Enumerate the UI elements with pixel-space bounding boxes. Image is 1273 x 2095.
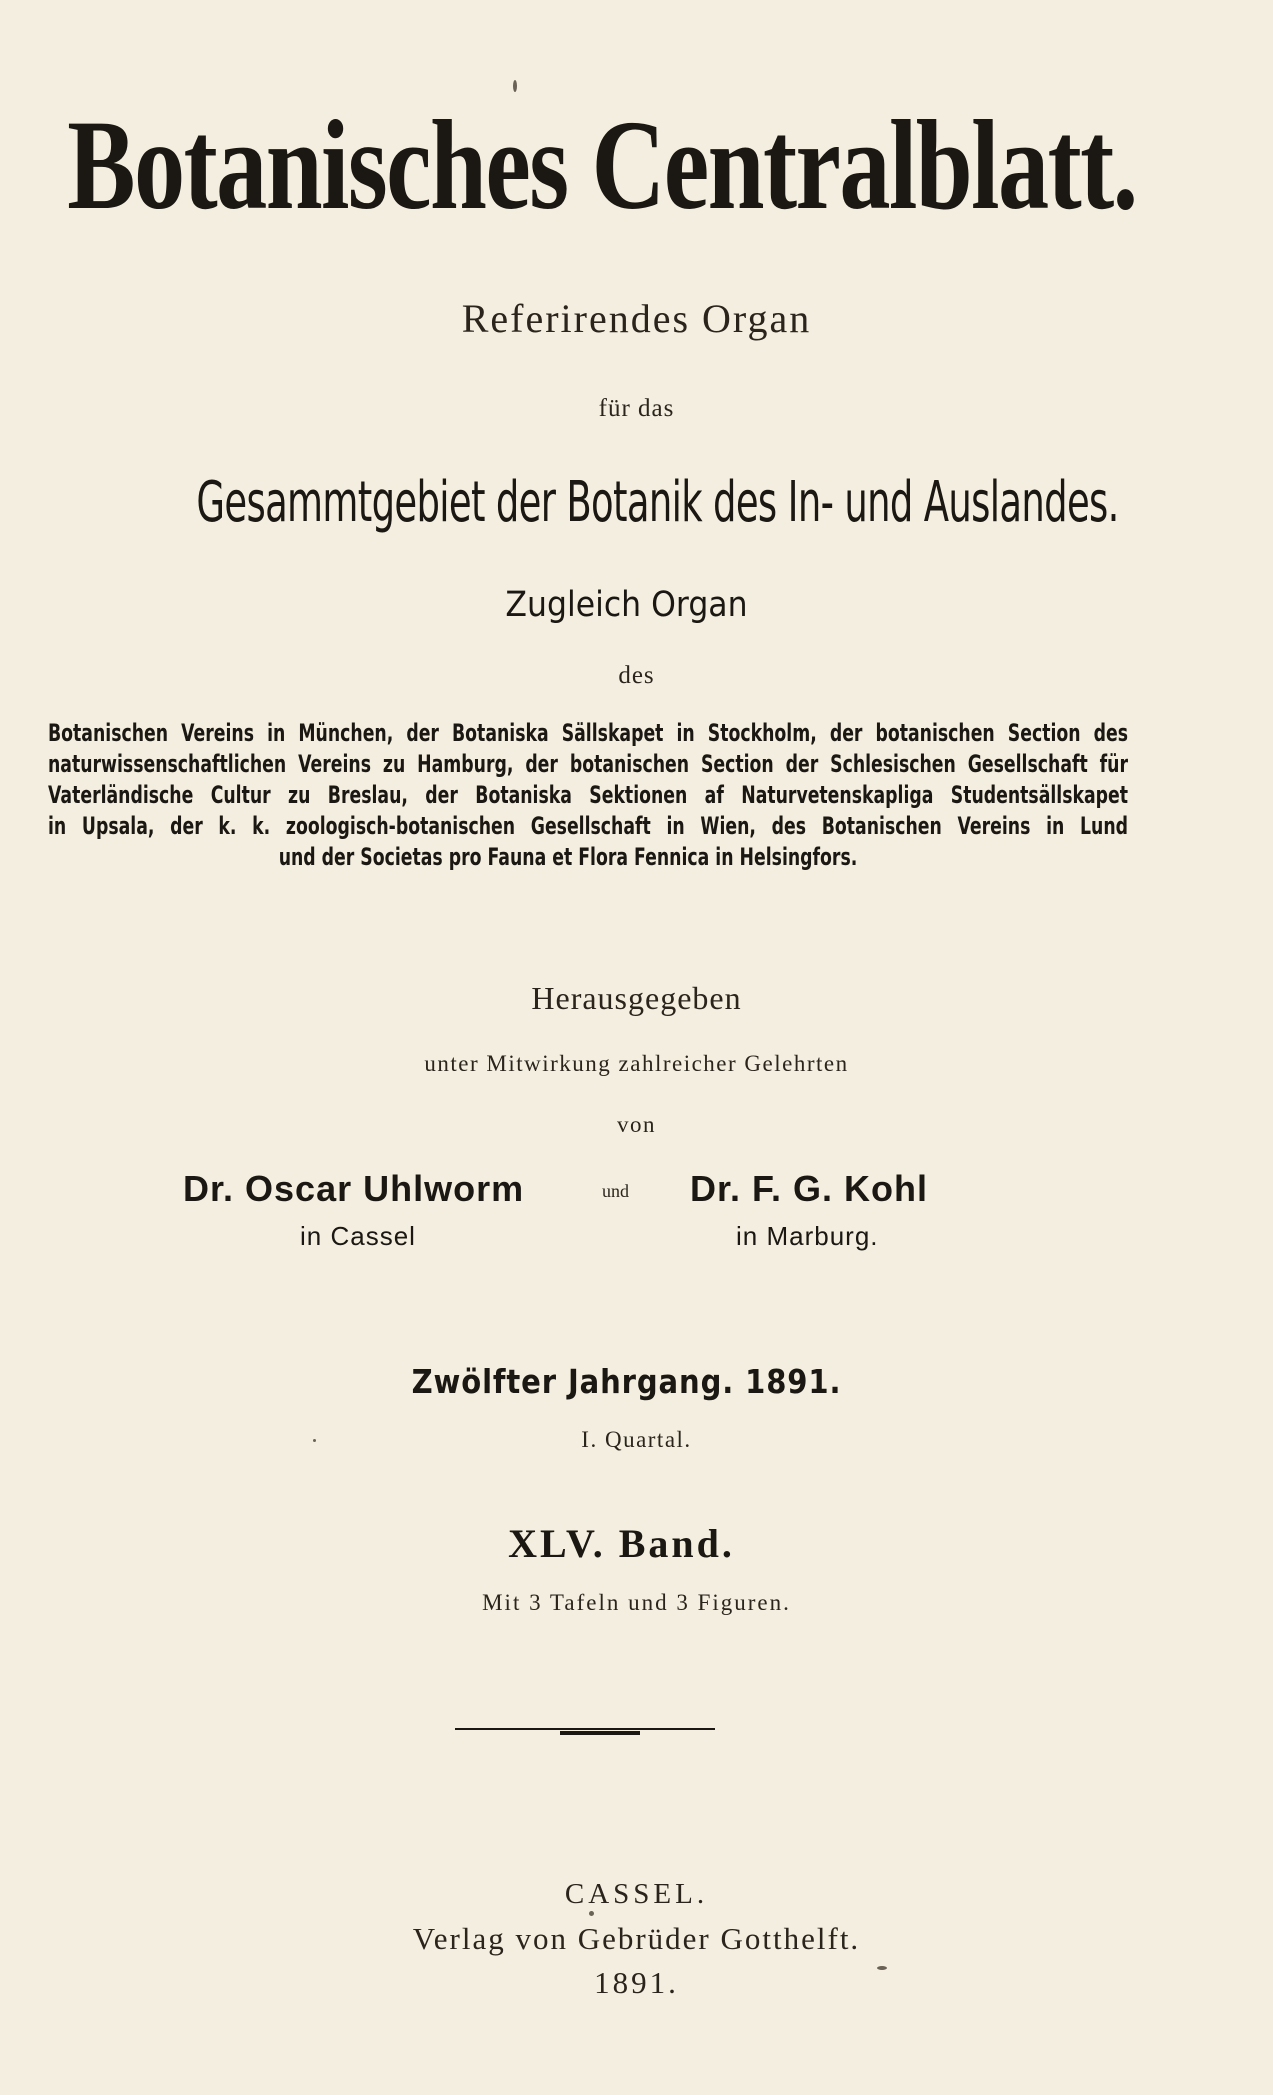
journal-title: Botanisches Centralblatt. (67, 94, 1137, 236)
quartal-line: I. Quartal. (581, 1427, 692, 1452)
editor-uhlworm-place: in Cassel (300, 1221, 416, 1251)
band-heading: XLV. Band. (508, 1521, 735, 1566)
paper-speck (589, 1911, 594, 1916)
imprint-year: 1891. (594, 1965, 679, 2000)
imprint-publisher: Verlag von Gebrüder Gotthelft. (412, 1921, 861, 1956)
imprint-city: CASSEL. (564, 1878, 709, 1910)
des-line: des (618, 662, 655, 689)
editor-kohl: Dr. F. G. Kohl (690, 1168, 929, 1209)
subtitle: Referirendes Organ (461, 296, 812, 341)
herausgegeben-heading: Herausgegeben (531, 980, 742, 1016)
divider-rule (455, 1728, 715, 1730)
fuer-das-line: für das (598, 395, 675, 422)
paper-speck (877, 1966, 887, 1970)
divider-rule-center (560, 1731, 640, 1735)
mitwirkung-line: unter Mitwirkung zahlreicher Gelehrten (424, 1051, 849, 1076)
paper-speck (313, 1439, 316, 1442)
societies-paragraph (48, 718, 1128, 873)
editor-kohl-place: in Marburg. (736, 1221, 879, 1251)
zugleich-organ-heading: Zugleich Organ (505, 585, 748, 625)
editor-uhlworm: Dr. Oscar Uhlworm (183, 1168, 525, 1209)
societies-line: Botanischen Vereins in München, der Botaniska Sällskapet in Stockholm, der botanischen Section des (48, 719, 1128, 747)
von-line: von (617, 1112, 656, 1137)
societies-line: in Upsala, der k. k. zoologisch-botanischen Gesellschaft in Wien, des Botanischen Vereins in Lund (48, 812, 1128, 840)
tafeln-line: Mit 3 Tafeln und 3 Figuren. (482, 1590, 791, 1615)
societies-line: und der Societas pro Fauna et Flora Fennica in Helsingfors. (278, 843, 858, 871)
editors-conjunction: und (602, 1181, 629, 1201)
paper-speck (513, 80, 517, 92)
gebiet-heading: Gesammtgebiet der Botanik des In- und Auslandes. (196, 470, 1119, 535)
societies-line: naturwissenschaftlichen Vereins zu Hamburg, der botanischen Section der Schlesischen Gesellschaft für (48, 750, 1128, 778)
jahrgang-line: Zwölfter Jahrgang. 1891. (411, 1362, 842, 1401)
societies-line: Vaterländische Cultur zu Breslau, der Botaniska Sektionen af Naturvetenskapliga Studentsällskapet (48, 781, 1128, 809)
